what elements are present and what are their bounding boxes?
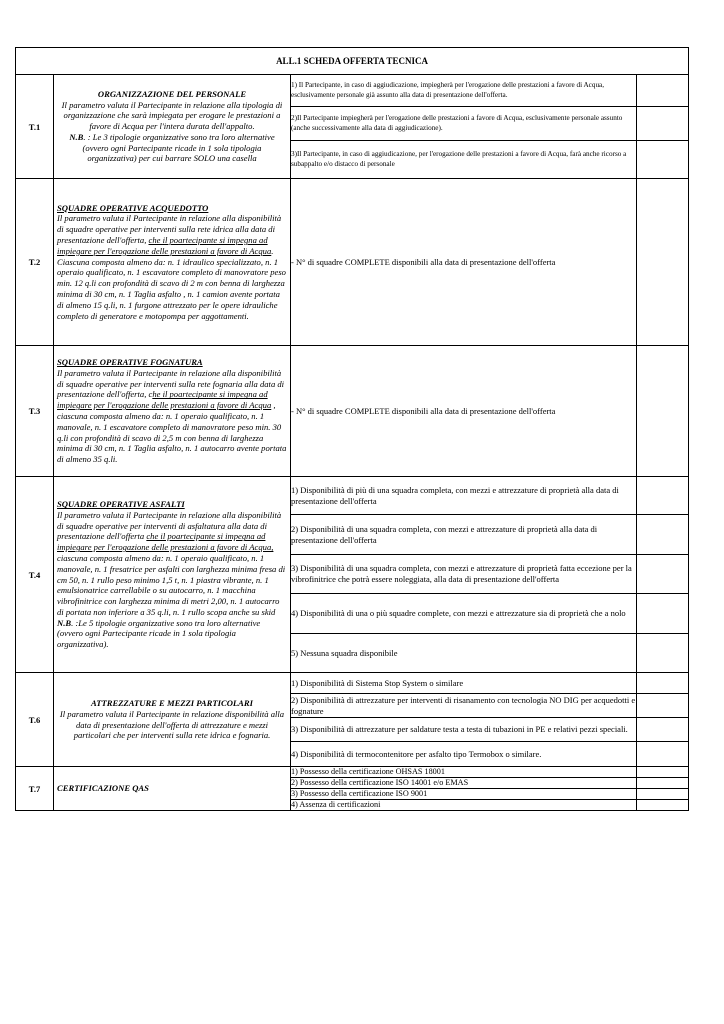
text-acquedotto-c: . Ciascuna composta almeno da: n. 1 idraulico specializzato, n. 1 operaio qualificato, n. 1 escavatore completo di manovratore peso min. 12 q.li con profondità di scavo di 2 m con benna di larghezza minima di 30 cm, n. 1 Taglia asfalto , n. 1 camion avente portata di almeno 15 q.li, n. 1 furgone attrezzato per le opere idrauliche completo di generatore e motopompa per aggottamenti. <box>57 245 286 321</box>
option-t6-2: 2) Disponibilità di attrezzature per interventi di risanamento con tecnologia NO DIG per acquedotti e fognature <box>291 694 636 716</box>
option-t1-3: 3)Il Partecipante, in caso di aggiudicazione, per l'erogazione delle prestazioni a favore di Acqua, farà anche ricorso a subappalto e/o distacco di personale <box>291 141 637 179</box>
row-desc-t7 <box>54 767 291 811</box>
option-t7-1: 1) Possesso della certificazione OHSAS 18001 <box>291 767 637 778</box>
checkbox-t7-1[interactable] <box>637 767 689 778</box>
text-asfalti-c: ciascuna composta almeno da: n. 1 operaio qualificato, n. 1 manovale, n. 1 fresatrice per asfalti con larghezza minima fresa di cm 50, n. 1 rullo peso minimo 1,5 t, n. 1 piastra vibrante, n. 1 emulsionatrice carrellabile o su autocarro, n. 1 macchina vibrofinitrice con larghezza minima di metri 2,00, n. 1 autocarro di portata non inferiore a 35 q.li, n. 1 rullo scopa anche su skid <box>57 552 286 617</box>
text-fognatura-a: Il parametro valuta il Partecipante in relazione alla disponibilità di squadre operative per interventi sulla rete fognaria alla data di presentazione dell'offerta, c <box>57 367 285 400</box>
text-asfalti-a: Il parametro valuta il Partecipante in relazione alla disponibilità di squadre operative per interventi di asfaltatura alla data di presentazione dell'offerta <box>57 509 282 542</box>
option-t6-4: 4) Disponibilità di termocontenitore per asfalto tipo Termobox o similare. <box>291 742 637 767</box>
row-desc-t4 <box>54 477 291 673</box>
option-t4-3: 3) Disponibilità di una squadra completa, con mezzi e attrezzature di proprietà fatta eccezione per la vibrofinitrice che potrà essere noleggiata, alla data di presentazione dell'offerta <box>291 555 637 594</box>
option-t3: - N° di squadre COMPLETE disponibili alla data di presentazione dell'offerta <box>291 346 637 477</box>
text-attrezzature: Il parametro valuta il Partecipante in relazione disponibilità alla data di presentazione dell'offerta di attrezzature e mezzi particolari che per interventi sulla rete idrica e fognaria. <box>59 708 285 741</box>
option-t7-2: 2) Possesso della certificazione ISO 14001 e/o EMAS <box>291 778 637 789</box>
checkbox-t1-2[interactable] <box>637 107 689 141</box>
text-acquedotto-b: che il poartecipante si impegna ad impiegare per l'erogazione delle prestazioni a favore di Acqua <box>57 235 272 256</box>
checkbox-t6-1[interactable] <box>637 673 689 694</box>
text-personale: Il parametro valuta il Partecipante in relazione alla tipologia di organizzazione che sarà impiegata per erogare le prestazioni a favore di Acqua per l'intera durata dell'appalto. <box>61 99 283 132</box>
option-t6-1: 1) Disponibilità di Sistema Stop System o similare <box>291 673 637 694</box>
heading-personale: ORGANIZZAZIONE DEL PERSONALE <box>97 88 247 99</box>
checkbox-t4-2[interactable] <box>637 515 689 555</box>
checkbox-t1-3[interactable] <box>637 141 689 179</box>
row-code-t1: T.1 <box>16 75 54 179</box>
option-t2: - N° di squadre COMPLETE disponibili alla data di presentazione dell'offerta <box>291 179 637 346</box>
nb-label-t1: N.B <box>69 131 84 142</box>
row-code-t6: T.6 <box>16 673 54 767</box>
text-acquedotto-a: Il parametro valuta il Partecipante in relazione alla disponibilità di squadre operative per interventi sulla rete idrica alla data di presentazione dell'offerta, <box>57 213 282 245</box>
option-t1-1: 1) Il Partecipante, in caso di aggiudicazione, impiegherà per l'erogazione delle prestazioni a favore di Acqua, esclusivamente personale già assunto alla data di presentazione dell'offerta. <box>291 75 637 107</box>
input-t3-squadre[interactable] <box>637 346 689 477</box>
row-desc-t1 <box>54 75 291 179</box>
checkbox-t6-2[interactable] <box>637 694 689 718</box>
offer-sheet-table <box>15 47 689 811</box>
option-t4-1: 1) Disponibilità di più di una squadra completa, con mezzi e attrezzature di proprietà alla data di presentazione dell'offerta <box>291 477 637 515</box>
text-fognatura-c: , ciascuna composta almeno da: n. 1 operaio qualificato, n. 1 manovale, n. 1 escavatore completo di manovratore peso min. 30 q.li con profondità di scavo di 2,5 m con benna di larghezza minima di 30 cm, n. 1 Taglia asfalto, n. 1 autocarro avente portata di almeno 35 q.li. <box>57 400 287 465</box>
heading-attrezzature: ATTREZZATURE E MEZZI PARTICOLARI <box>91 697 253 708</box>
row-code-t2: T.2 <box>16 179 54 346</box>
checkbox-t4-4[interactable] <box>637 594 689 634</box>
option-t4-5: 5) Nessuna squadra disponibile <box>291 634 637 673</box>
checkbox-t4-1[interactable] <box>637 477 689 515</box>
option-t7-3: 3) Possesso della certificazione ISO 9001 <box>291 789 637 800</box>
checkbox-t7-2[interactable] <box>637 778 689 789</box>
row-code-t4: T.4 <box>16 477 54 673</box>
checkbox-t6-3[interactable] <box>637 718 689 742</box>
option-t4-2: 2) Disponibilità di una squadra completa, con mezzi e attrezzature di proprietà alla data di presentazione dell'offerta <box>291 515 637 555</box>
heading-fognatura: SQUADRE OPERATIVE FOGNATURA <box>57 357 203 368</box>
heading-acquedotto: SQUADRE OPERATIVE ACQUEDOTTO <box>57 202 209 213</box>
input-t2-squadre[interactable] <box>637 179 689 346</box>
option-t1-2: 2)Il Partecipante impiegherà per l'erogazione delle prestazioni a favore di Acqua, esclusivamente personale assunto (anche successivamente alla data di aggiudicazione). <box>291 107 637 141</box>
nb-text-t4: . :Le 5 tipologie organizzative sono tra loro alternative (ovvero ogni Partecipante ricade in 1 sola tipologia organizzativa). <box>57 617 261 650</box>
checkbox-t1-1[interactable] <box>637 75 689 107</box>
row-desc-t3 <box>54 346 291 477</box>
checkbox-t7-3[interactable] <box>637 789 689 800</box>
option-t4-4: 4) Disponibilità di una o più squadre complete, con mezzi e attrezzature sia di proprietà che a nolo <box>291 594 637 634</box>
text-asfalti-b: che il poartecipante si impegna ad impiegare per l'erogazione delle prestazioni a favore di Acqua, <box>57 531 274 553</box>
heading-certificazione: CERTIFICAZIONE QAS <box>57 783 149 794</box>
row-code-t3: T.3 <box>16 346 54 477</box>
nb-text-t1: . : Le 3 tipologie organizzative sono tra loro alternative (ovvero ogni Partecipante ricade in 1 sola tipologia organizzativa) per cui barrare SOLO una casella <box>82 131 275 164</box>
checkbox-t7-4[interactable] <box>637 800 689 811</box>
checkbox-t6-4[interactable] <box>637 742 689 767</box>
nb-label-t4: N.B <box>57 617 72 628</box>
row-desc-t2 <box>54 179 291 346</box>
option-t6-3: 3) Disponibilità di attrezzature per saldature testa a testa di tubazioni in PE e relativi pezzi speciali. <box>291 718 637 742</box>
checkbox-t4-5[interactable] <box>637 634 689 673</box>
heading-asfalti: SQUADRE OPERATIVE ASFALTI <box>57 498 185 509</box>
text-fognatura-b: he il poartecipante si impegna ad impiegare per l'erogazione delle prestazioni a favore di Acqua <box>57 389 272 411</box>
row-code-t7: T.7 <box>16 767 54 811</box>
sheet-title: ALL.1 SCHEDA OFFERTA TECNICA <box>16 48 689 75</box>
checkbox-t4-3[interactable] <box>637 555 689 594</box>
row-desc-t6 <box>54 673 291 767</box>
option-t7-4: 4) Assenza di certificazioni <box>291 800 637 811</box>
